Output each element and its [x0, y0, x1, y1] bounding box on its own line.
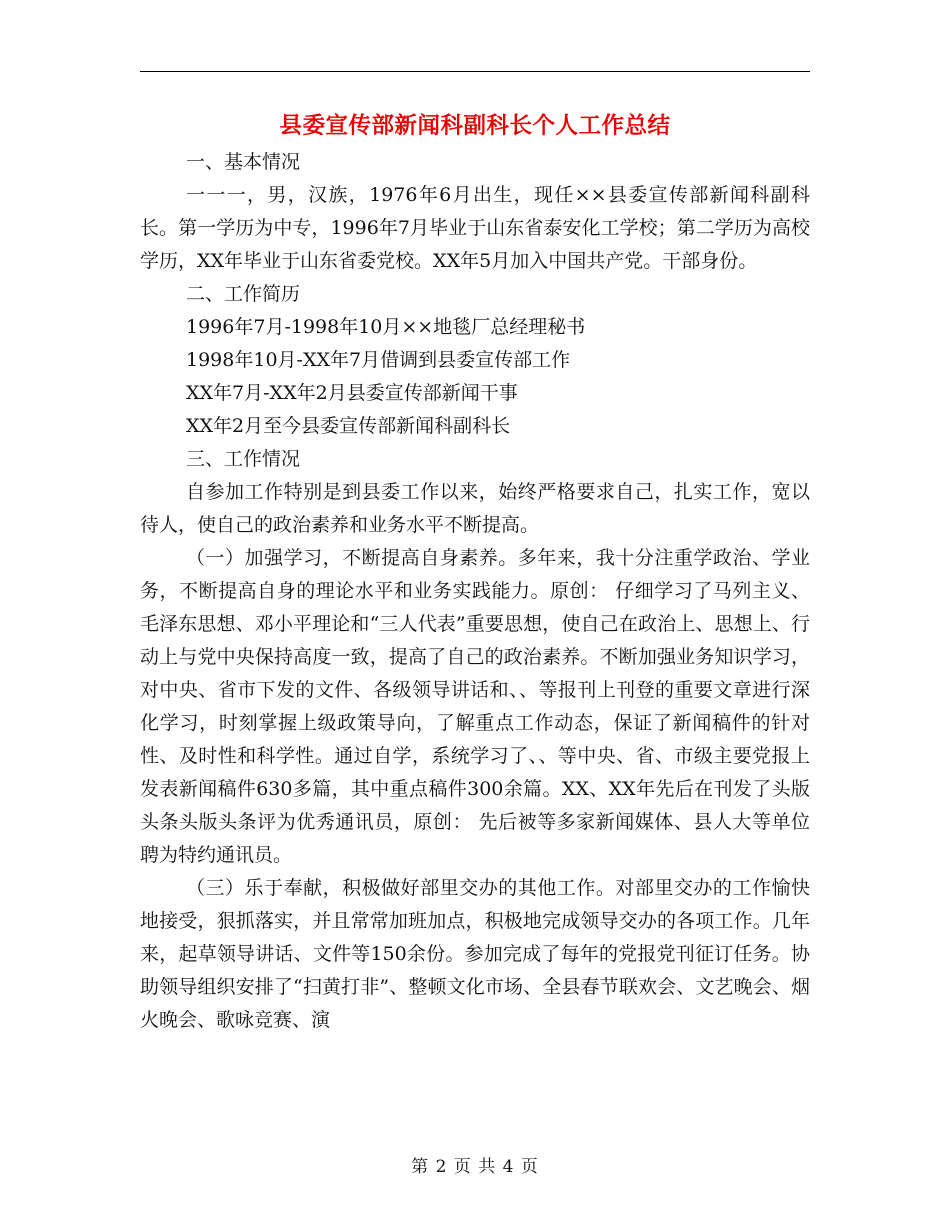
history-item-2: 1998年10月-XX年7月借调到县委宣传部工作: [186, 349, 571, 371]
section-heading-work-history: 二、工作简历: [186, 283, 301, 305]
document-title: 县委宣传部新闻科副科长个人工作总结: [279, 113, 671, 139]
history-item-4: XX年2月至今县委宣传部新闻科副科长: [186, 415, 511, 437]
paragraph-intro: 自参加工作特别是到县委工作以来，始终严格要求自己，扎实工作，宽以待人，使自己的政治素养和业务水平不断提高。: [140, 481, 810, 536]
paragraph-study: （一）加强学习，不断提高自身素养。多年来，我十分注重学政治、学业务，不断提高自身的理论水平和业务实践能力。原创： 仔细学习了马列主义、毛泽东思想、邓小平理论和“三人代表”重要思想，使自己在政治上、思想上、行动上与党中央保持高度一致，提高了自己的政治素养。不断加强业务知识学习，对中央、省市下发的文件、各级领导讲话和、、等报刊上刊登的重要文章进行深化学习，时刻掌握上级政策导向，了解重点工作动态，保证了新闻稿件的针对性、及时性和科学性。通过自学，系统学习了、、等中央、省、市级主要党报上发表新闻稿件630多篇，其中重点稿件300余篇。XX、XX年先后在刊发了头版头条头版头条评为优秀通讯员，原创： 先后被等多家新闻媒体、县人大等单位聘为特约通讯员。: [140, 547, 810, 866]
paragraph-dedication: （三）乐于奉献，积极做好部里交办的其他工作。对部里交办的工作愉快地接受，狠抓落实，并且常常加班加点，积极地完成领导交办的各项工作。几年来，起草领导讲话、文件等150余份。参加完成了每年的党报党刊征订任务。协助领导组织安排了“扫黄打非”、整顿文化市场、全县春节联欢会、文艺晚会、烟火晚会、歌咏竞赛、演: [140, 877, 810, 1031]
history-item-1: 1996年7月-1998年10月××地毯厂总经理秘书: [186, 316, 586, 338]
page-number-footer: 第 2 页 共 4 页: [411, 1157, 539, 1177]
section-heading-basic-info: 一、基本情况: [186, 151, 301, 173]
header-rule: [140, 71, 810, 72]
paragraph-basic-info: 一一一，男，汉族，1976年6月出生，现任××县委宣传部新闻科副科长。第一学历为中专，1996年7月毕业于山东省泰安化工学校；第二学历为高校学历，XX年毕业于山东省委党校。XX年5月加入中国共产党。干部身份。: [140, 184, 810, 272]
history-item-3: XX年7月-XX年2月县委宣传部新闻干事: [186, 382, 518, 404]
document-body: [140, 146, 810, 1037]
section-heading-work-status: 三、工作情况: [186, 448, 301, 470]
